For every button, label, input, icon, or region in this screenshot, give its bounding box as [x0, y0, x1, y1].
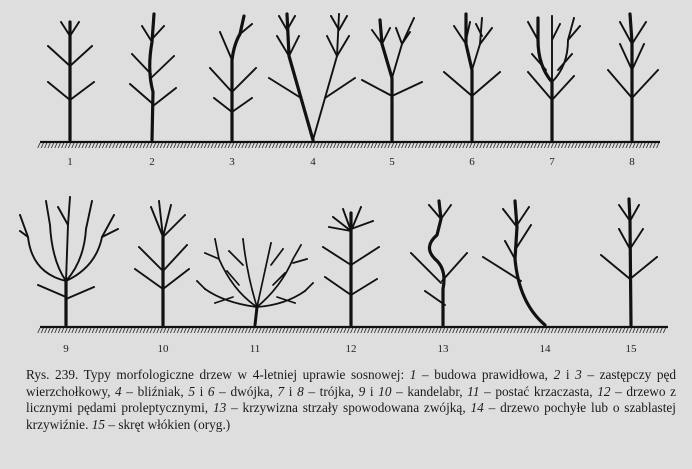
bud: [453, 25, 455, 27]
tree-branch: [632, 70, 658, 98]
tree-branch: [135, 269, 163, 289]
bud: [328, 226, 330, 228]
tree-10: [134, 200, 190, 325]
tree-trunk: [630, 14, 632, 140]
bud: [421, 81, 423, 83]
tree-branch: [257, 243, 271, 307]
caption-tree-number: 7: [277, 383, 285, 399]
tree-7: [527, 15, 581, 140]
tree-number-label: 8: [629, 156, 635, 168]
bud: [47, 45, 49, 47]
bud: [19, 230, 21, 232]
bud: [282, 248, 284, 250]
caption-text: – bliźniak,: [121, 383, 189, 399]
caption-text: Rys. 239. Typy morfologiczne drzew w 4-letniej uprawie sosnowej:: [26, 367, 410, 382]
bud: [57, 206, 59, 208]
bud: [324, 276, 326, 278]
tree-5: [361, 17, 423, 140]
bud: [278, 15, 280, 17]
bud: [47, 81, 49, 83]
caption-tree-number: 4: [115, 383, 122, 399]
tree-branch: [472, 72, 500, 96]
bud: [91, 200, 93, 202]
bud: [527, 21, 529, 23]
tree-branch: [552, 24, 560, 40]
tree-branch: [337, 36, 349, 56]
tree-branch: [151, 56, 174, 78]
tree-12: [322, 206, 380, 325]
tree-branch: [454, 26, 466, 44]
tree-branch: [163, 269, 189, 289]
tree-branch: [197, 281, 205, 289]
tree-13: [410, 201, 468, 325]
caption-tree-number: 8: [297, 383, 304, 399]
caption-text: – krzywizna strzały spowodowana zwójką,: [226, 400, 471, 416]
tree-branch: [153, 88, 176, 106]
caption-text: – drzewo z licznymi pędami proleptycznymi,: [26, 383, 677, 416]
bud: [475, 23, 477, 25]
bud: [284, 272, 286, 274]
tree-number-label: 2: [149, 156, 155, 168]
tree-branch: [382, 28, 390, 44]
bud: [619, 43, 621, 45]
bud: [499, 71, 501, 73]
bud: [527, 71, 529, 73]
bud: [306, 258, 308, 260]
tree-number-label: 14: [539, 343, 551, 355]
bud: [131, 53, 133, 55]
tree-branch: [46, 201, 66, 281]
tree-branch: [552, 18, 574, 82]
tree-number-label: 4: [310, 156, 316, 168]
tree-branch: [632, 22, 646, 44]
bud: [618, 228, 620, 230]
tree-branch: [163, 245, 187, 271]
tree-branch: [632, 44, 644, 70]
tree-15: [600, 199, 658, 325]
tree-branch: [630, 205, 639, 221]
tree-number-label: 11: [249, 343, 261, 355]
tree-branch: [630, 257, 657, 279]
tree-branch: [620, 44, 632, 70]
tree-branch: [444, 72, 472, 96]
bud: [196, 280, 198, 282]
tree-branch: [214, 98, 232, 112]
tree-branch: [396, 28, 402, 44]
bud: [255, 67, 257, 69]
tree-branch: [48, 46, 70, 66]
bud: [579, 25, 581, 27]
bud: [409, 31, 411, 33]
tree-branch: [20, 215, 66, 281]
caption-tree-number: 13: [212, 400, 227, 416]
caption-tree-number: 3: [575, 367, 582, 382]
tree-2: [129, 14, 177, 140]
bud: [129, 83, 131, 85]
bud: [209, 67, 211, 69]
bud: [551, 15, 553, 17]
caption-text: – postać krzaczasta,: [479, 383, 598, 399]
bud: [395, 27, 397, 29]
caption-tree-number: 1: [409, 367, 417, 382]
bud: [424, 290, 426, 292]
tree-branch: [608, 70, 632, 98]
ground-hatching: [38, 328, 666, 333]
ground-hatching: [38, 143, 659, 148]
tree-branch: [139, 247, 163, 271]
tree-branch: [362, 80, 392, 96]
tree-number-label: 1: [67, 156, 73, 168]
tree-branch: [442, 253, 467, 281]
bud: [251, 97, 253, 99]
caption-tree-number: 5: [188, 383, 195, 399]
tree-8: [607, 14, 659, 140]
bud: [45, 200, 47, 202]
caption-text: i: [560, 367, 576, 382]
tree-number-label: 10: [157, 343, 169, 355]
tree-branch: [232, 98, 252, 112]
bud: [242, 238, 244, 240]
bud: [600, 254, 602, 256]
bud: [141, 25, 143, 27]
tree-branch: [220, 32, 232, 60]
tree-number-label: 13: [437, 343, 449, 355]
caption-text: i: [284, 383, 298, 399]
bud: [163, 25, 165, 27]
bud: [642, 228, 644, 230]
bud: [214, 302, 216, 304]
tree-branch: [517, 225, 531, 247]
bud: [69, 196, 71, 198]
tree-trunk: [429, 201, 444, 325]
tree-branch: [289, 36, 299, 56]
caption-text: – dwójka,: [214, 383, 278, 399]
tree-branch: [142, 26, 152, 42]
tree-branch: [205, 253, 219, 259]
bud: [466, 252, 468, 254]
bud: [322, 246, 324, 248]
bud: [270, 242, 272, 244]
caption-tree-number: 6: [207, 383, 215, 399]
bud: [530, 224, 532, 226]
bud: [573, 75, 575, 77]
tree-branch: [441, 205, 451, 219]
bud: [298, 35, 300, 37]
tree-6: [443, 14, 501, 140]
bud: [389, 27, 391, 29]
caption-text: – zastępczy pęd wierzchołkowy,: [26, 367, 677, 399]
bud: [491, 27, 493, 29]
tree-branch: [313, 14, 339, 140]
bud: [360, 206, 362, 208]
bud: [294, 15, 296, 17]
bud: [214, 238, 216, 240]
tree-number-label: 9: [63, 343, 69, 355]
caption-tree-number: 10: [378, 383, 392, 399]
bud: [638, 204, 640, 206]
bud: [175, 87, 177, 89]
bud: [573, 17, 575, 19]
bud: [361, 79, 363, 81]
bud: [330, 15, 332, 17]
tree-number-label: 7: [549, 156, 555, 168]
tree-3: [209, 16, 257, 140]
bud: [443, 71, 445, 73]
bud: [138, 246, 140, 248]
caption-tree-number: 14: [470, 400, 484, 416]
tree-branch: [66, 287, 94, 299]
caption-text: i: [195, 383, 208, 399]
bud: [531, 53, 533, 55]
bud: [150, 206, 152, 208]
tree-14: [482, 201, 545, 325]
bud: [91, 45, 93, 47]
bud: [619, 21, 621, 23]
bud: [19, 214, 21, 216]
bud: [643, 43, 645, 45]
tree-branch: [517, 207, 529, 225]
tree-trunk: [232, 16, 244, 140]
bud: [184, 214, 186, 216]
bud: [413, 17, 415, 19]
bud: [326, 35, 328, 37]
bud: [372, 220, 374, 222]
tree-number-label: 5: [389, 156, 395, 168]
bud: [251, 23, 253, 25]
bud: [378, 246, 380, 248]
tree-branch: [271, 249, 283, 265]
bud: [158, 200, 160, 202]
bud: [219, 31, 221, 33]
tree-branch: [630, 229, 643, 249]
bud: [656, 256, 658, 258]
bud: [228, 250, 230, 252]
tree-branch: [351, 279, 377, 295]
tree-branch: [130, 84, 153, 104]
bud: [346, 15, 348, 17]
bud: [117, 228, 119, 230]
caption-text: – budowa prawidłowa,: [416, 367, 554, 382]
tree-branch: [339, 16, 347, 30]
bud: [312, 282, 314, 284]
bud: [410, 252, 412, 254]
bud: [186, 244, 188, 246]
caption-tree-number: 15: [91, 416, 106, 432]
bud: [300, 244, 302, 246]
tree-branch: [327, 36, 337, 56]
bud: [618, 204, 620, 206]
tree-branch: [48, 82, 70, 100]
bud: [93, 81, 95, 83]
bud: [134, 268, 136, 270]
bud: [502, 208, 504, 210]
bud: [371, 29, 373, 31]
bud: [348, 35, 350, 37]
tree-trunk: [255, 307, 257, 325]
tree-branch: [351, 247, 379, 265]
caption-text: – kandelabr,: [391, 383, 468, 399]
tree-1: [47, 21, 95, 140]
tree-branch: [392, 18, 414, 78]
bud: [481, 17, 483, 19]
tree-number-label: 15: [625, 343, 637, 355]
caption-text: i: [365, 383, 379, 399]
tree-branch: [70, 82, 94, 100]
tree-branch: [325, 277, 351, 295]
bud: [173, 55, 175, 57]
caption-text: – trójka,: [303, 383, 359, 399]
tree-branch: [66, 197, 70, 281]
bud: [342, 208, 344, 210]
bud: [469, 21, 471, 23]
tree-11: [196, 238, 314, 325]
bud: [213, 97, 215, 99]
tree-branch: [601, 255, 630, 279]
bud: [170, 204, 172, 206]
bud: [338, 13, 340, 15]
bud: [188, 268, 190, 270]
bud: [482, 256, 484, 258]
caption-text: – drzewo pochyłe lub o szablastej krzywiźnie.: [26, 400, 676, 432]
tree-number-label: 6: [469, 156, 475, 168]
tree-branch: [70, 46, 92, 66]
tree-4: [268, 13, 356, 140]
tree-branch: [619, 229, 630, 249]
trees: [19, 13, 659, 325]
caption-tree-number: 11: [467, 383, 480, 399]
bud: [60, 21, 62, 23]
tree-branch: [232, 68, 256, 92]
tree-branch: [66, 201, 92, 281]
tree-number-label: 12: [345, 343, 357, 355]
bud: [294, 302, 296, 304]
caption-tree-number: 12: [597, 383, 611, 399]
tree-branch: [210, 68, 232, 92]
bud: [204, 252, 206, 254]
bud: [268, 77, 270, 79]
tree-trunk: [287, 14, 313, 140]
tree-branch: [392, 82, 422, 96]
bud: [571, 53, 573, 55]
tree-branch: [58, 207, 68, 225]
tree-branch: [505, 241, 515, 259]
caption-text: – skręt włókien (oryg.): [105, 416, 231, 432]
tree-number-label: 3: [229, 156, 235, 168]
tree-branch: [305, 283, 313, 291]
bud: [37, 284, 39, 286]
caption-tree-number: 9: [358, 383, 366, 399]
bud: [204, 288, 206, 290]
bud: [276, 35, 278, 37]
tree-branch: [153, 26, 164, 38]
bud: [559, 23, 561, 25]
bud: [657, 69, 659, 71]
bud: [226, 270, 228, 272]
tree-branch: [293, 259, 307, 263]
bud: [78, 21, 80, 23]
tree-branch: [323, 247, 351, 265]
tree-branch: [411, 253, 441, 283]
caption-tree-number: 2: [553, 367, 561, 382]
ground-lines: [38, 142, 668, 333]
tree-branch: [215, 239, 257, 307]
bud: [607, 69, 609, 71]
tree-branch: [558, 54, 572, 70]
bud: [645, 21, 647, 23]
tree-branch: [38, 285, 66, 297]
tree-branch: [229, 251, 243, 265]
bud: [376, 278, 378, 280]
bud: [528, 206, 530, 208]
bud: [450, 204, 452, 206]
bud: [304, 290, 306, 292]
bud: [113, 214, 115, 216]
bud: [93, 286, 95, 288]
bud: [428, 204, 430, 206]
bud: [504, 240, 506, 242]
figure-caption: [26, 367, 676, 433]
bud: [332, 216, 334, 218]
tree-9: [19, 196, 119, 325]
tree-trunk: [538, 18, 552, 140]
bud: [354, 77, 356, 79]
